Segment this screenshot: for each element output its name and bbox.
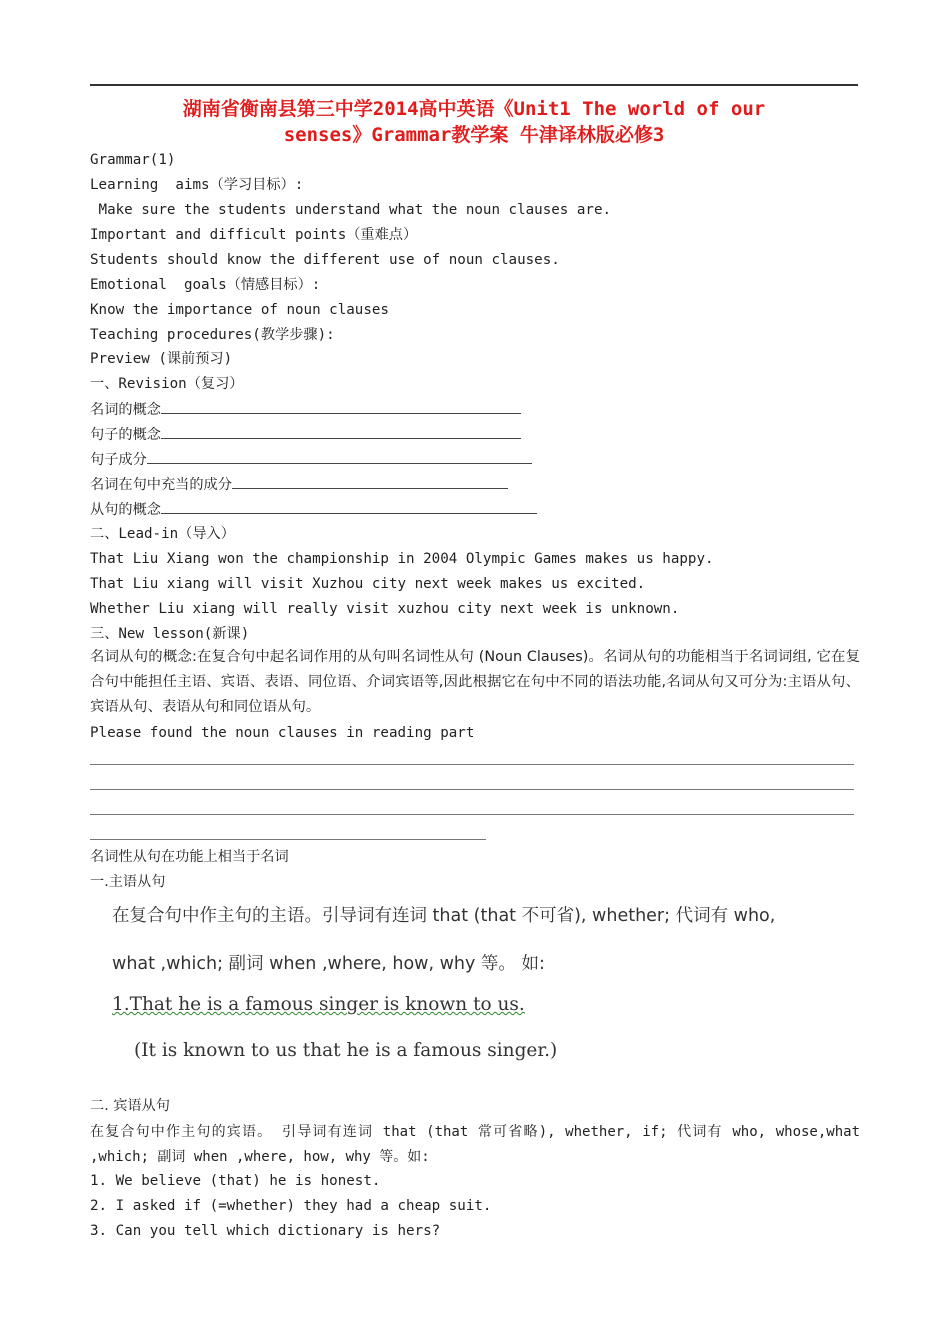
aims-text: Make sure the students understand what the noun clauses are. [90, 202, 612, 218]
subject-clause-heading: 一.主语从句 [90, 874, 166, 890]
aims-label: Learning aims（学习目标）: [90, 177, 304, 193]
answer-blank[interactable] [232, 474, 508, 489]
object-clause-paragraph: 在复合句中作主句的宾语。 引导词有连词 that (that 常可省略), whether, if; 代词有 who, whose,what ,which; 副词 when ,where, how, why 等。如: [90, 1124, 860, 1165]
answer-blank[interactable] [161, 424, 521, 439]
document-title [90, 96, 858, 148]
procedures-label: Teaching procedures(教学步骤): [90, 327, 335, 343]
points-text: Students should know the different use of noun clauses. [90, 252, 560, 268]
subject-clause-example-alt: (It is known to us that he is a famous singer.) [134, 1040, 558, 1061]
answer-blank[interactable] [147, 449, 532, 464]
subject-clause-example: 1.That he is a famous singer is known to us. [112, 994, 525, 1015]
please-find-instruction: Please found the noun clauses in reading part [90, 725, 475, 741]
title-line-2: senses》Grammar教学案 牛津译林版必修3 [283, 124, 665, 146]
preview-label: Preview (课前预习) [90, 351, 233, 367]
revision-item: 句子成分 [90, 449, 532, 470]
image-line-2: what ,which; 副词 when ,where, how, why 等。 如: [112, 954, 545, 974]
grammar-label: Grammar(1) [90, 152, 176, 168]
answer-line[interactable] [90, 764, 854, 765]
image-line-1: 在复合句中作主句的主语。引导词有连词 that (that 不可省), whether; 代词有 who, [112, 906, 776, 926]
noun-clause-definition: 名词从句的概念:在复合句中起名词作用的从句叫名词性从句 (Noun Clauses)。名词从句的功能相当于名词词组, 它在复合句中能担任主语、宾语、表语、同位语、介词宾语等,因此根据它在句中不同的语法功能,名词从句又可分为:主语从句、宾语从句、表语从句和同位语从句。 [90, 649, 860, 715]
subject-clause-image [108, 898, 848, 1078]
answer-line[interactable] [90, 789, 854, 790]
leadin-heading: 二、Lead-in（导入） [90, 526, 235, 542]
answer-blank[interactable] [161, 499, 537, 514]
object-clause-example: 3. Can you tell which dictionary is hers? [90, 1223, 441, 1239]
function-note: 名词性从句在功能上相当于名词 [90, 849, 289, 865]
emotional-text: Know the importance of noun clauses [90, 302, 389, 318]
title-line-1: 湖南省衡南县第三中学2014高中英语《Unit1 The world of our [182, 98, 766, 120]
revision-item: 名词在句中充当的成分 [90, 474, 508, 495]
answer-line[interactable] [90, 839, 486, 840]
leadin-sentence: Whether Liu xiang will really visit xuzhou city next week is unknown. [90, 601, 680, 617]
answer-line[interactable] [90, 814, 854, 815]
object-clause-example: 2. I asked if (=whether) they had a cheap suit. [90, 1198, 492, 1214]
leadin-sentence: That Liu Xiang won the championship in 2004 Olympic Games makes us happy. [90, 551, 714, 567]
leadin-sentence: That Liu xiang will visit Xuzhou city next week makes us excited. [90, 576, 646, 592]
top-rule [90, 84, 858, 86]
answer-blank[interactable] [161, 399, 521, 414]
revision-item: 句子的概念 [90, 424, 521, 445]
new-lesson-heading: 三、New lesson(新课) [90, 626, 250, 642]
object-clause-example: 1. We believe (that) he is honest. [90, 1173, 381, 1189]
revision-item: 名词的概念 [90, 399, 521, 420]
points-label: Important and difficult points（重难点） [90, 227, 418, 243]
object-clause-heading: 二. 宾语从句 [90, 1098, 170, 1114]
emotional-label: Emotional goals（情感目标）: [90, 277, 321, 293]
revision-heading: 一、Revision（复习） [90, 376, 244, 392]
revision-item: 从句的概念 [90, 499, 537, 520]
